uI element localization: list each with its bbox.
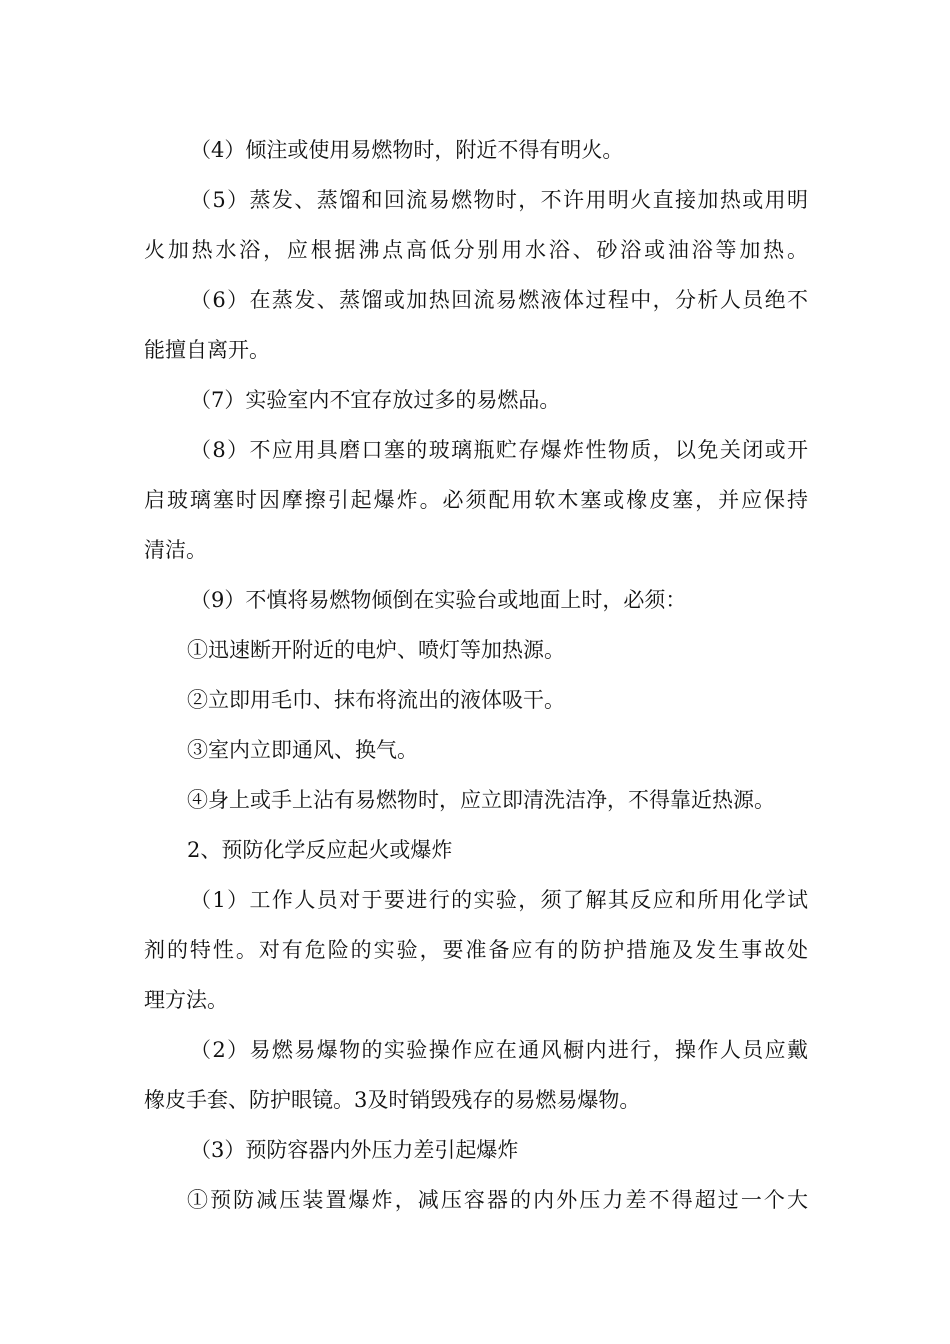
list-item: ①迅速断开附近的电炉、喷灯等加热源。 — [187, 638, 565, 662]
paragraph-line: 能擅自离开。 — [144, 338, 270, 362]
paragraph-line: 火加热水浴，应根据沸点高低分别用水浴、砂浴或油浴等加热。 — [144, 238, 808, 262]
paragraph-line: 启玻璃塞时因摩擦引起爆炸。必须配用软木塞或橡皮塞，并应保持 — [144, 488, 808, 512]
list-item: ③室内立即通风、换气。 — [187, 738, 418, 762]
list-item: ①预防减压装置爆炸，减压容器的内外压力差不得超过一个大 — [187, 1188, 808, 1212]
paragraph-line: 橡皮手套、防护眼镜。3及时销毁残存的易燃易爆物。 — [144, 1088, 641, 1112]
paragraph-line: （9）不慎将易燃物倾倒在实验台或地面上时，必须： — [190, 588, 687, 612]
paragraph-line: （6）在蒸发、蒸馏或加热回流易燃液体过程中，分析人员绝不 — [190, 288, 808, 312]
list-item: ④身上或手上沾有易燃物时，应立即清洗洁净，不得靠近热源。 — [187, 788, 775, 812]
paragraph-line: （2）易燃易爆物的实验操作应在通风橱内进行，操作人员应戴 — [190, 1038, 808, 1062]
paragraph-line: 剂的特性。对有危险的实验，要准备应有的防护措施及发生事故处 — [144, 938, 808, 962]
paragraph-line: （5）蒸发、蒸馏和回流易燃物时，不许用明火直接加热或用明 — [190, 188, 808, 212]
paragraph-line: （7）实验室内不宜存放过多的易燃品。 — [190, 388, 561, 412]
section-heading: 2、预防化学反应起火或爆炸 — [187, 838, 453, 862]
paragraph-line: 清洁。 — [144, 538, 207, 562]
paragraph-line: （4）倾注或使用易燃物时，附近不得有明火。 — [190, 138, 624, 162]
paragraph-line: （8）不应用具磨口塞的玻璃瓶贮存爆炸性物质，以免关闭或开 — [190, 438, 808, 462]
paragraph-line: （3）预防容器内外压力差引起爆炸 — [190, 1138, 519, 1162]
paragraph-line: （1）工作人员对于要进行的实验，须了解其反应和所用化学试 — [190, 888, 808, 912]
paragraph-line: 理方法。 — [144, 988, 228, 1012]
list-item: ②立即用毛巾、抹布将流出的液体吸干。 — [187, 688, 565, 712]
